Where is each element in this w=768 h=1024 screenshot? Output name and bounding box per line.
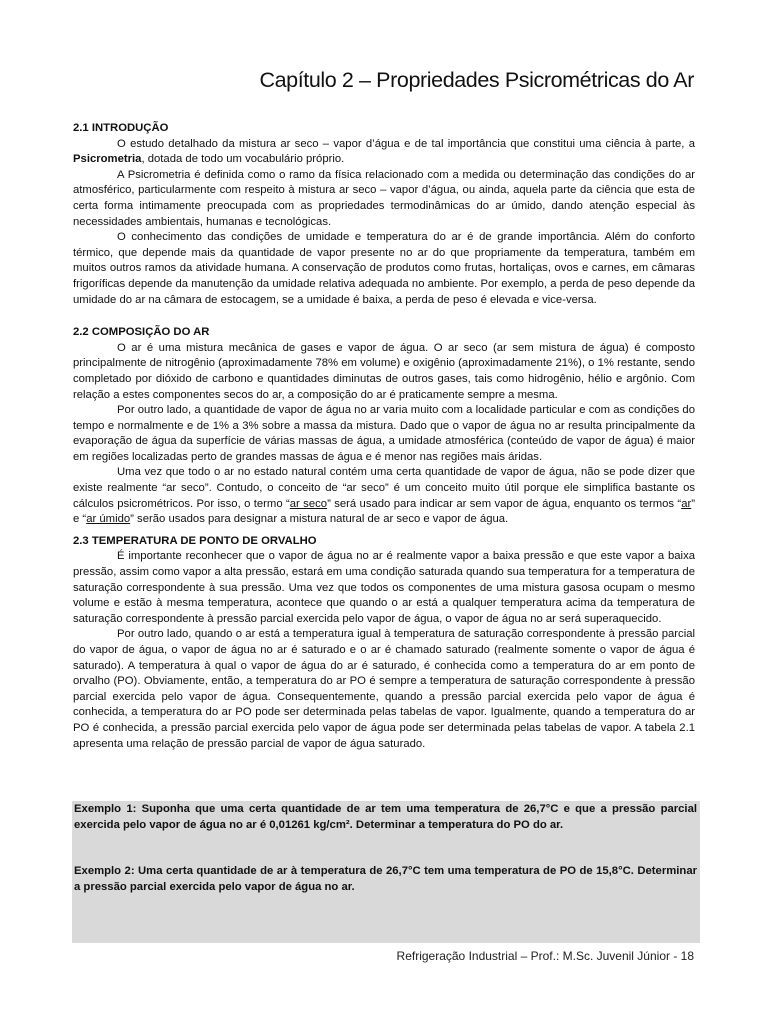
paragraph [73, 137, 695, 168]
document-body [73, 121, 695, 752]
section-introduction [73, 121, 695, 308]
example-2: Exemplo 2: Uma certa quantidade de ar à temperatura de 26,7°C tem uma temperatura de PO de 15,8°C. Determinar a pressão parcial exercida pelo vapor de água no ar. [74, 865, 697, 893]
paragraph [73, 465, 695, 527]
chapter-title: Capítulo 2 – Propriedades Psicrométricas do Ar [259, 68, 694, 92]
paragraph: A Psicrometria é definida como o ramo da física relacionado com a medida ou determinação das condições do ar atmosférico, particularmente com respeito à mistura ar seco – vapor d’água, ou ainda, aquela parte da ciência que esta de certa forma intimamente preocupada com as propriedades termodinâmicas do ar úmido, dando atenção especial às necessidades ambientais, humanas e tecnológicas. [73, 168, 695, 228]
examples-box [72, 801, 700, 943]
paragraph: Por outro lado, a quantidade de vapor de água no ar varia muito com a localidade particular e com as condições do tempo e normalmente e de 1% a 3% sobre a massa da mistura. Dado que o vapor de água no ar resulta principalmente da evaporação de água da superfície de várias massas de água, a umidade atmosférica (conteúdo de vapor de água) é maior em regiões localizadas perto de grandes massas de água e é menor nas regiões mais áridas. [73, 404, 695, 463]
page-footer: Refrigeração Industrial – Prof.: M.Sc. Juvenil Júnior - 18 [396, 949, 694, 963]
paragraph-text: O estudo detalhado da mistura ar seco – vapor d’água e de tal importância que constitui uma ciência à parte, a [117, 137, 695, 150]
bold-term: Psicrometria [73, 153, 142, 166]
section-heading-composition: 2.2 COMPOSIÇÃO DO AR [73, 326, 210, 339]
paragraph-text: ” e “ [73, 497, 695, 526]
section-heading-introduction: 2.1 INTRODUÇÃO [73, 122, 169, 134]
paragraph-text: ” serão usados para designar a mistura natural de ar seco e vapor de água. [130, 513, 509, 526]
underlined-term: ar seco [289, 497, 328, 510]
section-dew-point [73, 534, 695, 752]
paragraph-text: ” será usado para indicar ar sem vapor de água, enquanto os termos “ [327, 497, 682, 510]
paragraph: É importante reconhecer que o vapor de água no ar é realmente vapor a baixa pressão e que este vapor a baixa pressão, assim como vapor a alta pressão, estará em uma condição saturada quando sua temperatura for a temperatura de saturação correspondente à sua pressão. Uma vez que todos os componentes de uma mistura gasosa ocupam o mesmo volume e estão à mesma temperatura, acontece que quando o ar está a qualquer temperatura acima da temperatura de saturação correspondente à pressão parcial exercida pelo vapor de água, o vapor de água no ar será superaquecido. [73, 550, 695, 625]
underlined-term: ar [681, 497, 692, 510]
paragraph: O conhecimento das condições de umidade e temperatura do ar é de grande importância. Além do conforto térmico, que depende mais da quantidade de vapor presente no ar do que propriamente da temperatura, também em muitos outros ramos da atividade humana. A conservação de produtos como frutas, hortaliças, ovos e carnes, em câmaras frigoríficas depende da manutenção da umidade relativa adequada no ambiente. Por exemplo, a perda de peso depende da umidade do ar na câmara de estocagem, se a umidade é baixa, a perda de peso é elevada e vice-versa. [73, 231, 695, 306]
paragraph: O ar é uma mistura mecânica de gases e vapor de água. O ar seco (ar sem mistura de água) é composto principalmente de nitrogênio (aproximadamente 78% em volume) e oxigênio (aproximadamente 21%), o 1% restante, sendo completado por dióxido de carbono e quantidades diminutas de outros gases, tais como hidrogênio, hélio e argônio. Com relação a estes componentes secos do ar, a composição do ar é praticamente sempre a mesma. [73, 341, 695, 401]
underlined-term: ar úmido [86, 513, 131, 526]
example-1: Exemplo 1: Suponha que uma certa quantidade de ar tem uma temperatura de 26,7°C e que a pressão parcial exercida pelo vapor de água no ar é 0,01261 kg/cm². Determinar a temperatura do PO do ar. [74, 803, 697, 831]
section-composition [73, 325, 695, 528]
paragraph: Por outro lado, quando o ar está a temperatura igual à temperatura de saturação correspondente à pressão parcial do vapor de água, o vapor de água no ar é saturado e o ar é chamado saturado (realmente somente o vapor de água é saturado). A temperatura à qual o vapor de água do ar é saturado, é conhecida como a temperatura do ar em ponto de orvalho (PO). Obviamente, então, a temperatura do ar PO é sempre a temperatura de saturação correspondente à pressão parcial exercida pelo vapor de água. Consequentemente, quando a pressão parcial exercida pelo vapor de água é conhecida, a temperatura do ar PO pode ser determinada pelas tabelas de vapor. Igualmente, quando a temperatura do ar PO é conhecida, a pressão parcial exercida pelo vapor de água pode ser determinada pelas tabelas de vapor. A tabela 2.1 apresenta uma relação de pressão parcial de vapor de água saturado. [73, 628, 695, 750]
paragraph-text: , dotada de todo um vocabulário próprio. [141, 153, 345, 166]
paragraph-text: Uma vez que todo o ar no estado natural contém uma certa quantidade de vapor de água, não se pode dizer que existe realmente “ar seco”. Contudo, o conceito de “ar seco” é um conceito muito útil porque ele simplifica bastante os cálculos psicrométricos. Por isso, o termo “ [73, 466, 695, 510]
section-heading-dew-point: 2.3 TEMPERATURA DE PONTO DE ORVALHO [73, 534, 317, 547]
